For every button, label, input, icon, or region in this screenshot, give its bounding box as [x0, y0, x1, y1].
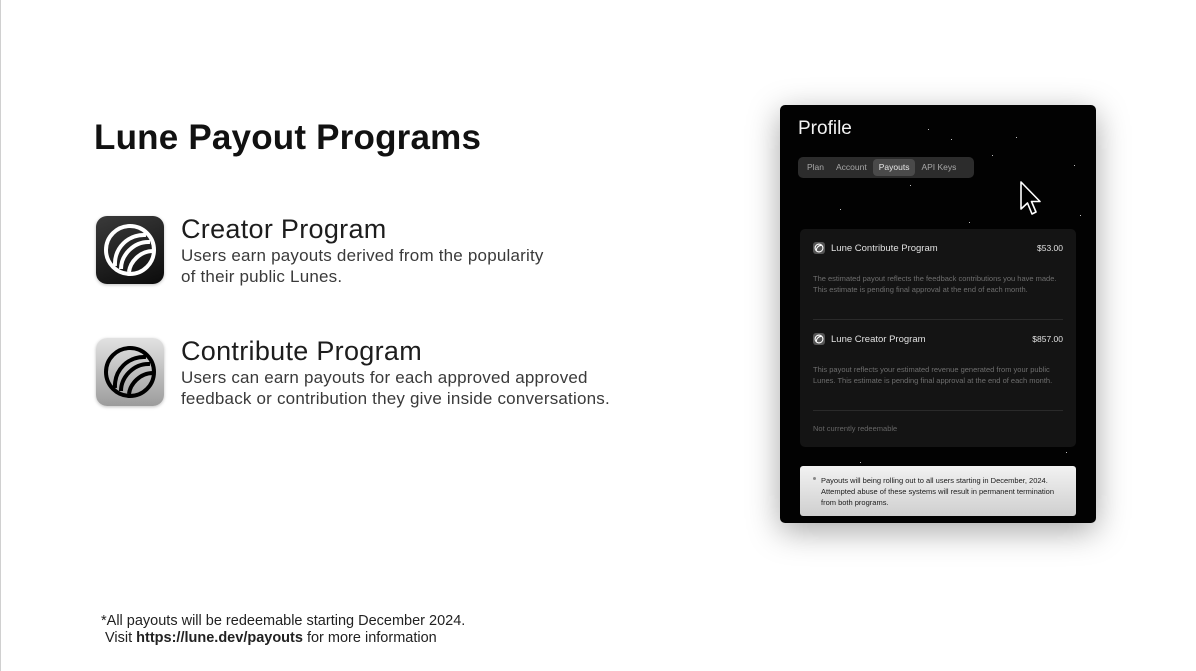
lune-logo-icon — [813, 333, 825, 345]
profile-tabs — [798, 157, 974, 178]
creator-program-title: Creator Program — [181, 214, 387, 244]
divider — [813, 410, 1063, 411]
payout-description: This payout reflects your estimated revenue generated from your public Lunes. This estimate is pending final approval at the end of each month. — [813, 365, 1053, 385]
lune-logo-icon — [96, 216, 164, 284]
contribute-program-title: Contribute Program — [181, 336, 423, 366]
payout-description: The estimated payout reflects the feedback contributions you have made. This estimate is pending final approval at the end of each month. — [813, 274, 1057, 294]
lune-logo-icon — [96, 338, 164, 406]
lune-logo-icon — [813, 242, 825, 254]
payout-name: Lune Creator Program — [831, 333, 926, 345]
payouts-link[interactable]: https://lune.dev/payouts — [136, 630, 303, 646]
tab-payouts[interactable]: Payouts — [873, 159, 916, 176]
divider — [813, 319, 1063, 320]
profile-panel — [780, 105, 1096, 523]
payouts-card — [800, 229, 1076, 447]
payout-amount: $857.00 — [1032, 334, 1063, 344]
left-edge-line — [0, 0, 1, 671]
footnote-line1: *All payouts will be redeemable starting December 2024. — [101, 613, 466, 629]
payout-amount: $53.00 — [1037, 243, 1063, 253]
creator-program-desc-line2: of their public Lunes. — [181, 267, 343, 286]
contribute-program — [96, 338, 610, 409]
redeem-status: Not currently redeemable — [813, 424, 898, 433]
tab-api-keys[interactable]: API Keys — [921, 162, 957, 172]
payout-row-contribute — [813, 242, 1063, 254]
payout-row-creator — [813, 333, 1063, 345]
footnote — [101, 613, 465, 647]
profile-title: Profile — [798, 118, 852, 139]
footnote-visit: Visit — [105, 630, 133, 646]
tab-plan[interactable]: Plan — [807, 162, 825, 172]
creator-program — [96, 216, 544, 287]
mouse-cursor-icon — [1020, 181, 1044, 217]
tab-account[interactable]: Account — [836, 162, 867, 172]
contribute-program-desc-line1: Users can earn payouts for each approved approved — [181, 368, 588, 387]
info-bullet-icon — [813, 477, 816, 480]
page-title: Lune Payout Programs — [94, 118, 482, 157]
footnote-rest: for more information — [306, 630, 437, 646]
contribute-program-desc-line2: feedback or contribution they give inside conversations. — [181, 389, 610, 408]
payout-name: Lune Contribute Program — [831, 242, 938, 254]
notice-text: Payouts will being rolling out to all users starting in December, 2024. Attempted abuse of these systems will result in permanent termination from both programs. — [821, 476, 1055, 507]
payout-notice — [800, 466, 1076, 516]
creator-program-desc-line1: Users earn payouts derived from the popularity — [181, 246, 544, 265]
